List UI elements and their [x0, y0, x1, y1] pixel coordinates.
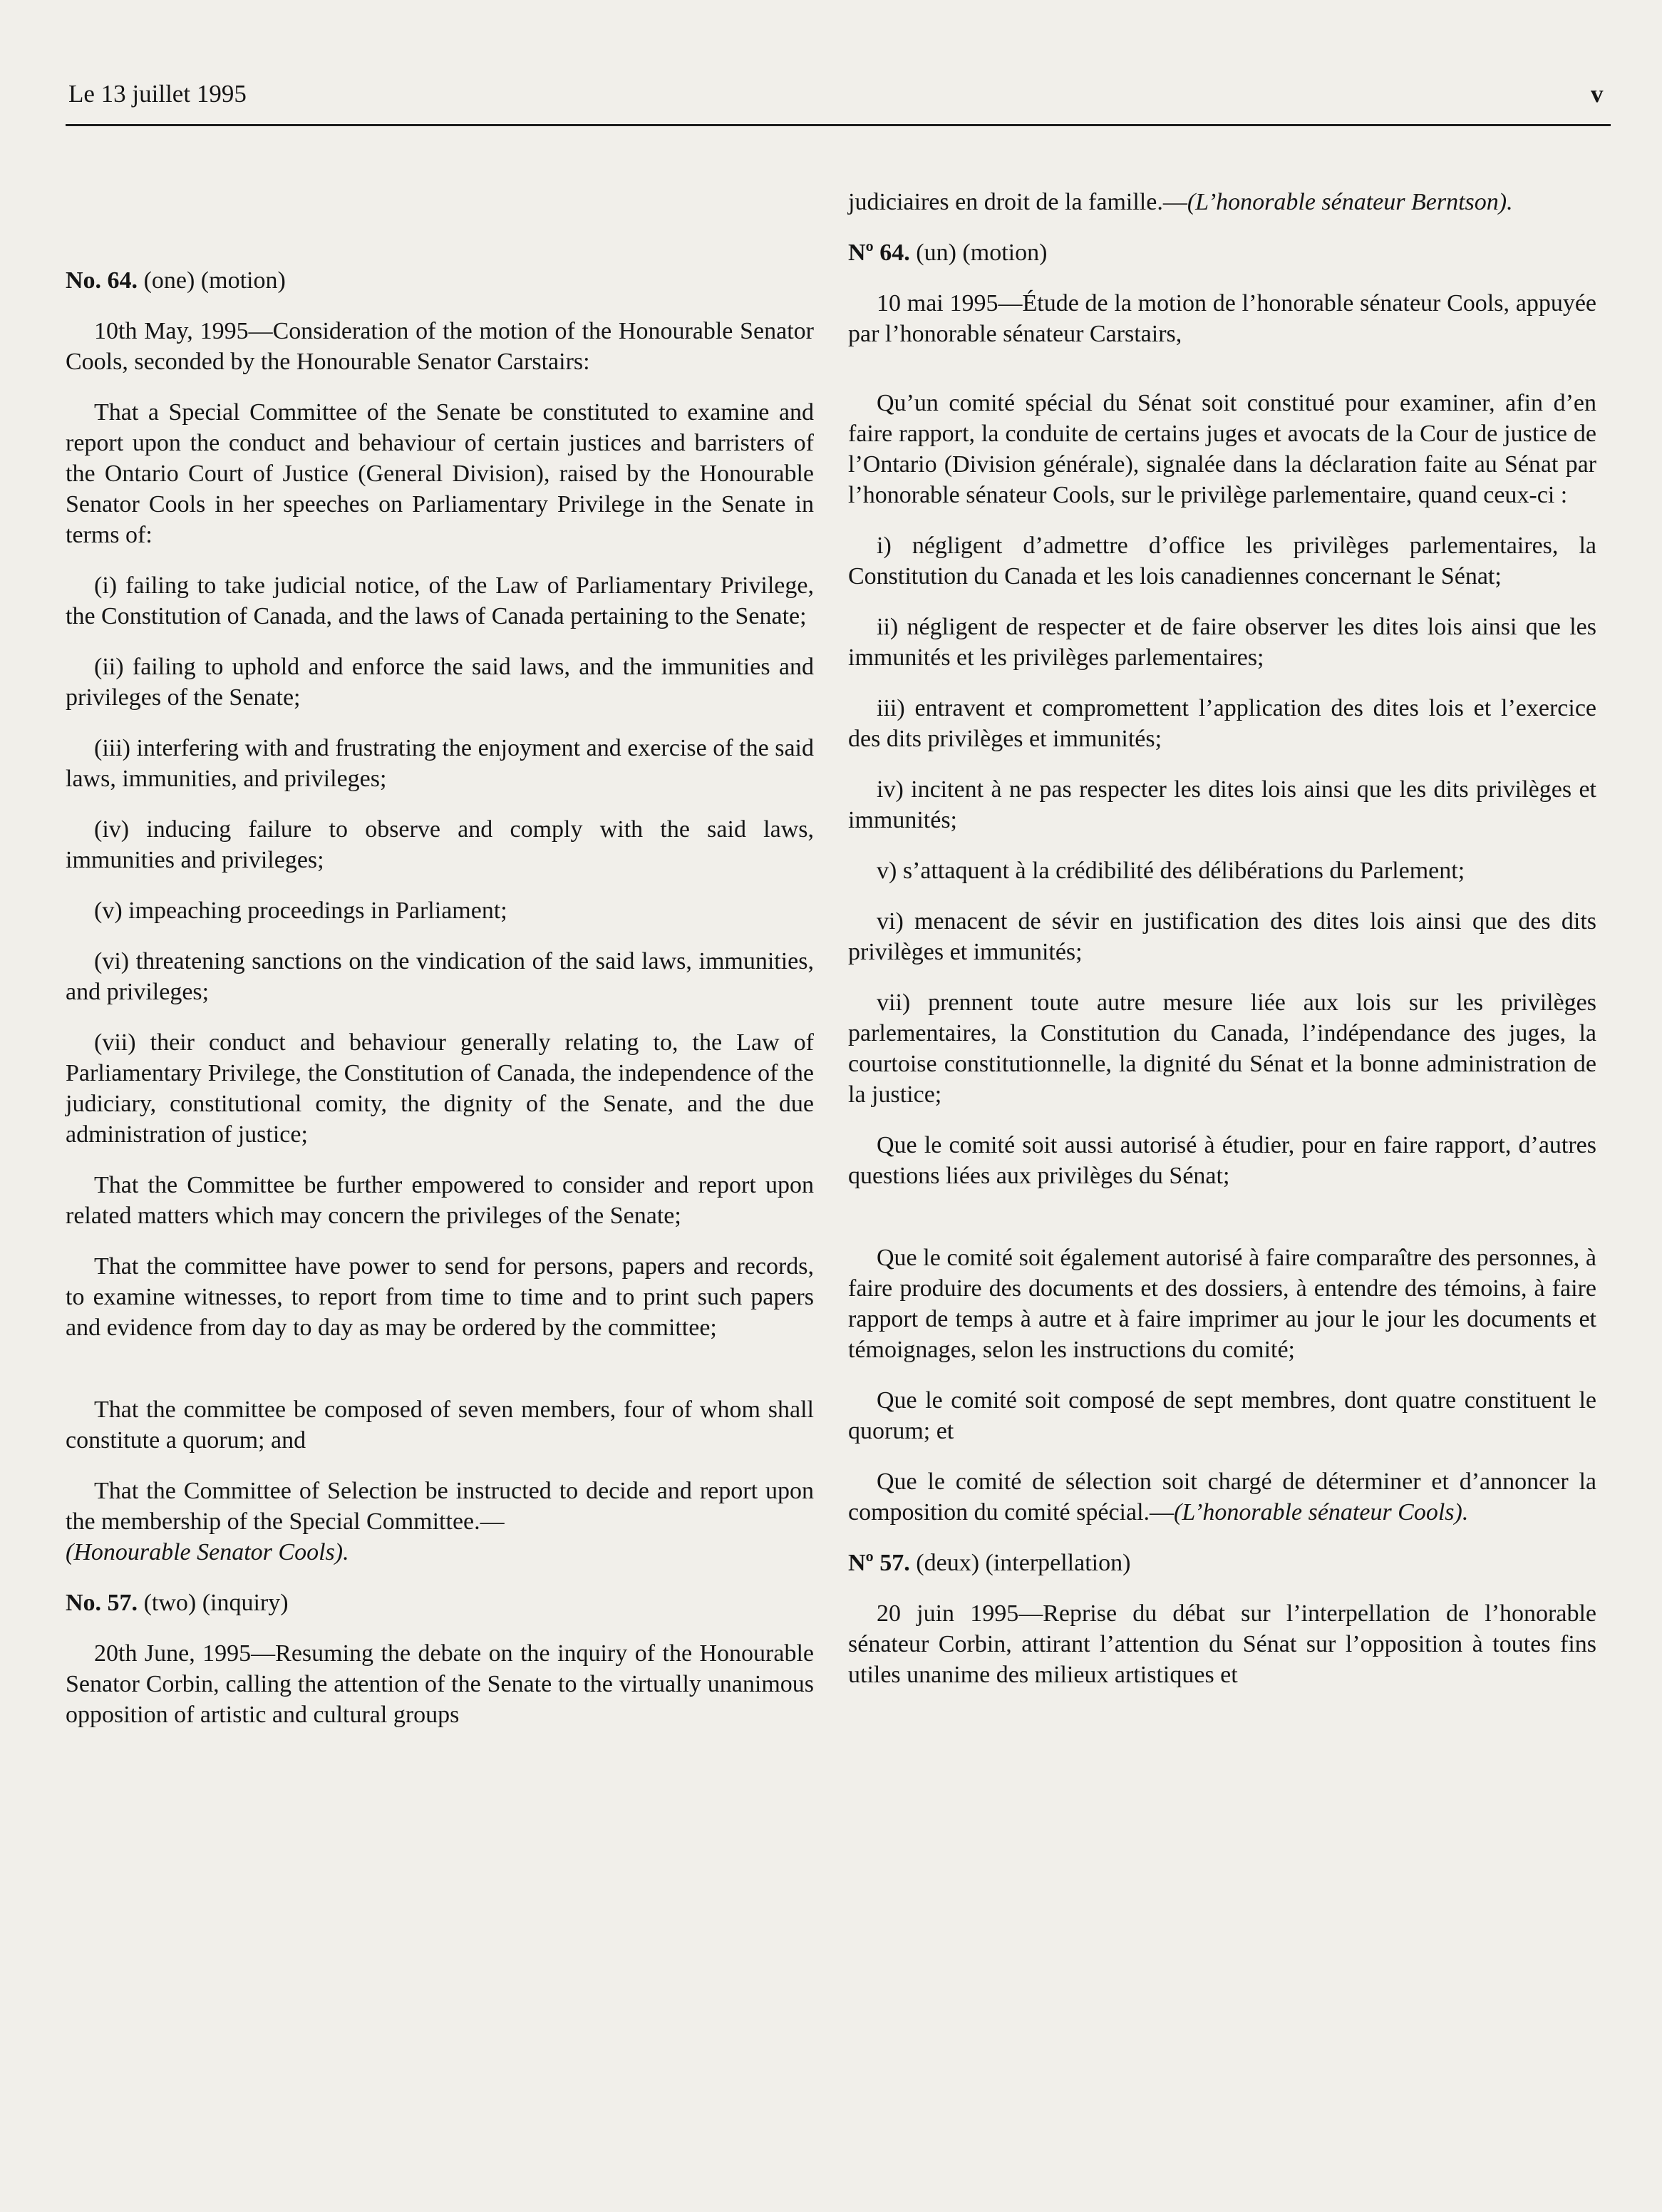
motion-list-item: (iii) interfering with and frustrating the enjoyment and exercise of the said laws, immunities, and privileges;	[66, 735, 814, 792]
item-heading	[848, 237, 1596, 268]
header-rule	[66, 124, 1611, 126]
motion-list-item: iv) incitent à ne pas respecter les dites lois ainsi que les dits privilèges et immunités;	[848, 776, 1596, 833]
motion-list-item: (ii) failing to uphold and enforce the said laws, and the immunities and privileges of the Senate;	[66, 654, 814, 711]
motion-closing-text: Que le comité de sélection soit chargé de déterminer et d’annoncer la composition du comité spécial.—	[848, 1468, 1596, 1526]
item-descriptor: (one) (motion)	[143, 267, 286, 294]
motion-list-item: ii) négligent de respecter et de faire observer les dites lois ainsi que les immunités et les privilèges parlementaires;	[848, 614, 1596, 671]
motion-paragraph	[66, 1476, 814, 1568]
item-heading	[66, 1588, 814, 1618]
item-number: Nº 57.	[848, 1550, 910, 1576]
motion-list-item: i) négligent d’admettre d’office les privilèges parlementaires, la Constitution du Canada et les lois canadiennes concernant le Sénat;	[848, 533, 1596, 590]
motion-list-item: (i) failing to take judicial notice, of the Law of Parliamentary Privilege, the Constitution of Canada, and the laws of Canada pertaining to the Senate;	[66, 572, 814, 629]
french-column	[848, 187, 1596, 1710]
motion-paragraph: Qu’un comité spécial du Sénat soit constitué pour examiner, afin d’en faire rapport, la conduite de certains juges et avocats de la Cour de justice de l’Ontario (Division générale), signalée dans la déclaration faite au Sénat par l’honorable sénateur Cools, sur le privilège parlementaire, quand ceux-ci :	[848, 390, 1596, 508]
inquiry-intro: 20th June, 1995—Resuming the debate on the inquiry of the Honourable Senator Corbin, calling the attention of the Senate to the virtually unanimous opposition of artistic and cultural groups	[66, 1640, 814, 1728]
motion-intro: 10th May, 1995—Consideration of the motion of the Honourable Senator Cools, seconded by the Honourable Senator Carstairs:	[66, 318, 814, 375]
sponsor-attribution: (L’honorable sénateur Cools).	[1174, 1499, 1469, 1526]
item-descriptor: (un) (motion)	[916, 240, 1048, 266]
motion-list-item: iii) entravent et compromettent l’application des dites lois et l’exercice des dits privilèges et immunités;	[848, 695, 1596, 752]
item-number: No. 64.	[66, 267, 138, 294]
carryover-text: judiciaires en droit de la famille.—	[848, 189, 1187, 215]
motion-list-item: v) s’attaquent à la crédibilité des délibérations du Parlement;	[877, 858, 1465, 884]
motion-list-item: vi) menacent de sévir en justification des dites lois ainsi que des dits privilèges et immunités;	[848, 908, 1596, 965]
motion-list-item: (v) impeaching proceedings in Parliament;	[94, 897, 507, 924]
header-date: Le 13 juillet 1995	[68, 80, 247, 108]
item-heading	[848, 1548, 1596, 1578]
item-number: Nº 64.	[848, 240, 910, 266]
motion-closing-text: That the Committee of Selection be instructed to decide and report upon the membership of the Special Committee.—	[66, 1478, 814, 1535]
page-number: v	[1591, 80, 1604, 108]
motion-paragraph: That the committee have power to send for persons, papers and records, to examine witnesses, to report from time to time and to print such papers and evidence from day to day as may be ordered by the committee;	[66, 1253, 814, 1341]
motion-list-item: (vi) threatening sanctions on the vindication of the said laws, immunities, and privileges;	[66, 948, 814, 1005]
motion-paragraph: That the committee be composed of seven members, four of whom shall constitute a quorum; and	[66, 1396, 814, 1454]
item-number: No. 57.	[66, 1590, 138, 1616]
motion-paragraph	[848, 1466, 1596, 1528]
item-descriptor: (two) (inquiry)	[143, 1590, 289, 1616]
motion-paragraph: That the Committee be further empowered to consider and report upon related matters which may concern the privileges of the Senate;	[66, 1172, 814, 1229]
motion-list-item: (vii) their conduct and behaviour generally relating to, the Law of Parliamentary Privilege, the Constitution of Canada, the independence of the judiciary, constitutional comity, the dignity of the Senate, and the due administration of justice;	[66, 1029, 814, 1148]
motion-paragraph: Que le comité soit composé de sept membres, dont quatre constituent le quorum; et	[848, 1387, 1596, 1444]
motion-paragraph: That a Special Committee of the Senate be constituted to examine and report upon the conduct and behaviour of certain justices and barristers of the Ontario Court of Justice (General Division), raised by the Honourable Senator Cools in her speeches on Parliamentary Privilege in the Senate in terms of:	[66, 399, 814, 548]
motion-list-item: vii) prennent toute autre mesure liée aux lois sur les privilèges parlementaires, la Constitution du Canada, l’indépendance des juges, la courtoise constitutionnelle, la dignité du Sénat et la bonne administration de la justice;	[848, 989, 1596, 1108]
carryover-paragraph	[848, 187, 1596, 217]
motion-intro: 10 mai 1995—Étude de la motion de l’honorable sénateur Cools, appuyée par l’honorable sénateur Carstairs,	[848, 290, 1596, 347]
motion-paragraph: Que le comité soit également autorisé à faire comparaître des personnes, à faire produire des documents et des dossiers, à entendre des témoins, à faire rapport de temps à autre et à faire imprimer au jour le jour les documents et témoignages, selon les instructions du comité;	[848, 1245, 1596, 1363]
english-column	[66, 187, 814, 1750]
motion-paragraph: Que le comité soit aussi autorisé à étudier, pour en faire rapport, d’autres questions liées aux privilèges du Sénat;	[848, 1132, 1596, 1189]
motion-list-item: (iv) inducing failure to observe and comply with the said laws, immunities and privileges;	[66, 816, 814, 873]
item-descriptor: (deux) (interpellation)	[916, 1550, 1131, 1576]
sponsor-attribution: (L’honorable sénateur Berntson).	[1187, 189, 1513, 215]
item-heading	[66, 265, 814, 296]
sponsor-attribution: (Honourable Senator Cools).	[66, 1539, 349, 1565]
inquiry-intro: 20 juin 1995—Reprise du débat sur l’interpellation de l’honorable sénateur Corbin, attirant l’attention du Sénat sur l’opposition à toutes fins utiles unanime des milieux artistiques et	[848, 1600, 1596, 1688]
